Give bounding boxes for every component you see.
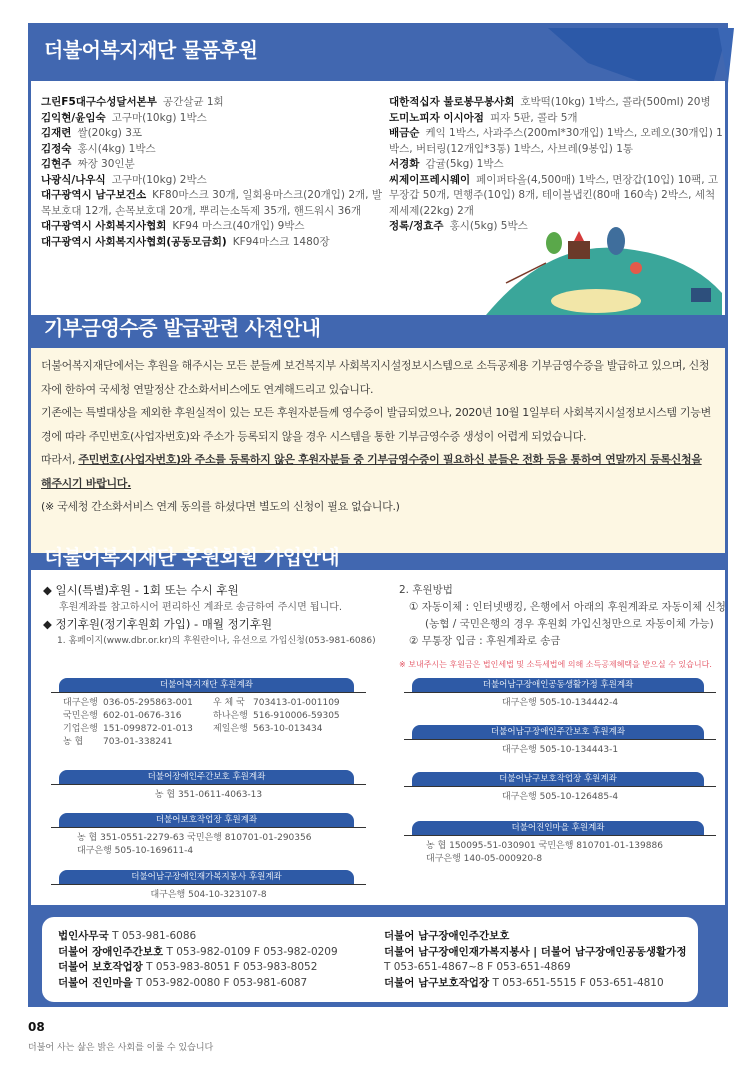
join-title: 더불어복지재단 후원회원 가입안내 bbox=[44, 545, 340, 569]
donor-item: 도미노피자 이시아점 피자 5판, 콜라 5개 bbox=[389, 111, 578, 124]
playground-illustration bbox=[486, 223, 722, 315]
page-frame bbox=[28, 23, 728, 1007]
donor-item: 씨제이프레시웨이 페이퍼타올(4,500매) 1박스, 면장갑(10입) 10팩, 고무장갑 50개, 면행주(10입) 8개, 테이블냅킨(80매 160속) 2박스, 세척제세제(22kg) 2개 bbox=[389, 173, 719, 217]
tax-note: ※ 보내주시는 후원금은 법인세법 및 소득세법에 의해 소득공제혜택을 받으실 수 있습니다. bbox=[399, 660, 712, 669]
account-box-daycare: 더불어장애인주간보호 후원계좌 농 협 351-0611-4063-13 bbox=[51, 770, 366, 802]
account-box-group-home: 더불어남구장애인공동생활가정 후원계좌 대구은행 505-10-134442-4 bbox=[404, 678, 716, 710]
join-panel bbox=[31, 570, 725, 905]
emphasis-text: 주민번호(사업자번호)와 주소를 등록하지 않은 후원자분들 중 기부금영수증이 필요하신 분들은 전화 등을 통하여 연말까지 등록신청을 해주시기 바랍니다. bbox=[41, 453, 702, 490]
account-box-namgu-daycare: 더불어남구장애인주간보호 후원계좌 대구은행 505-10-134443-1 bbox=[404, 725, 716, 757]
donor-list-left bbox=[41, 95, 391, 250]
account-box-jinin-village: 더불어진인마을 후원계좌 농 협 150095-51-030901 국민은행 810701-01-139886 대구은행 140-05-000920-8 bbox=[404, 821, 716, 866]
donor-item: 대구광역시 남구보건소 KF80마스크 30개, 일회용마스크(20개입) 2개, 발목보호대 12개, 손목보호대 20개, 뿌리는소독제 35개, 핸드워시 36개 bbox=[41, 189, 383, 217]
donor-item: 그린F5대구수성달서본부 공간살균 1회 bbox=[41, 96, 224, 108]
donor-item: 김익현/윤임숙 고구마(10kg) 1박스 bbox=[41, 111, 207, 124]
account-box-foundation: 더불어복지재단 후원계좌 대구은행 036-05-295863-001 우 체 국 703413-01-001109 국민은행 602-01-0676-316 하나은행 516-910006-59305 기업은행 151-099872-01-013 제일은행 563-10-013434 농 협 703-01-338241 bbox=[51, 678, 366, 749]
account-box-homecare: 더불어남구장애인재가복지봉사 후원계좌 대구은행 504-10-323107-8 bbox=[51, 870, 366, 902]
donor-item: 정록/정효주 홍시(5kg) 5박스 bbox=[389, 220, 528, 232]
join-methods: 2. 후원방법 ① 자동이체 : 인터넷뱅킹, 은행에서 아래의 후원계좌로 자동이체 신청 (농협 / 국민은행의 경우 후원회 가입신청만으로 자동이체 가능) ② 무통장 입금 : 후원계좌로 송금 ※ 보내주시는 후원금은 법인세법 및 소득세법에 의해 소득공제혜택을 받으실 수 있습니다. bbox=[399, 582, 729, 673]
donor-item: 김재련 쌀(20kg) 3포 bbox=[41, 127, 143, 139]
footer-slogan: 더불어 사는 삶은 밝은 사회를 이룰 수 있습니다 bbox=[28, 1043, 214, 1053]
donor-item: 대구광역시 사회복지사협회 KF94 마스크(40개입) 9박스 bbox=[41, 220, 305, 232]
donor-item: 서경화 감귤(5kg) 1박스 bbox=[389, 158, 504, 170]
receipt-notice-panel bbox=[31, 348, 725, 553]
donor-item: 배금순 케익 1박스, 사과주스(200ml*30개입) 1박스, 오레오(30개입) 1박스, 버터링(12개입*3통) 1박스, 사브레(9봉입) 1통 bbox=[389, 127, 723, 155]
donor-item: 대한적십자 불로봉무봉사회 호박떡(10kg) 1박스, 콜라(500ml) 20병 bbox=[389, 96, 711, 108]
donor-item: 나광식/나우식 고구마(10kg) 2박스 bbox=[41, 173, 207, 186]
account-box-namgu-workshop: 더불어남구보호작업장 후원계좌 대구은행 505-10-126485-4 bbox=[404, 772, 716, 804]
page-number: 08 bbox=[28, 1020, 45, 1034]
receipt-title: 기부금영수증 발급관련 사전안내 bbox=[44, 316, 321, 340]
receipt-notice-text: 더불어복지재단에서는 후원을 해주시는 모든 분들께 보건복지부 사회복지시설정보시스템으로 소득공제용 기부금영수증을 발급하고 있으며, 신청자에 한하여 국세청 연말정산 간소화서비스에도 연계해드리고 있습니다. 기존에는 특별대상을 제외한 후원실적이 있는 모든 후원자분들께 영수증이 발급되었으나, 2020년 10월 1일부터 사회복지시설정보시스템 기능변경에 따라 주민번호(사업자번호)와 주소가 등록되지 않을 경우 시스템을 통한 기부금영수증 생성이 어렵게 되었습니다. 따라서, 주민번호(사업자번호)와 주소를 등록하지 않은 후원자분들 중 기부금영수증이 필요하신 분들은 전화 등을 통하여 연말까지 등록신청을 해주시기 바랍니다. (※ 국세청 간소화서비스 연계 동의를 하셨다면 별도의 신청이 필요 없습니다.) bbox=[41, 359, 711, 513]
donations-title: 더불어복지재단 물품후원 bbox=[44, 38, 258, 62]
donor-list-right bbox=[389, 95, 724, 235]
contacts-right: 더불어 남구장애인주간보호 더불어 남구장애인재가복지봉사 | 더불어 남구장애인공동생활가정 T 053-651-4867~8 F 053-651-4869 더불어 남구보호작업장 T 053-651-5515 F 053-651-4810 bbox=[384, 930, 687, 989]
contacts-left: 법인사무국 T 053-981-6086 더불어 장애인주간보호 T 053-982-0109 F 053-982-0209 더불어 보호작업장 T 053-983-8051 F 053-983-8052 더불어 진인마을 T 053-982-0080 F 053-981-6087 bbox=[58, 930, 338, 989]
donations-panel bbox=[31, 81, 725, 315]
account-box-workshop: 더불어보호작업장 후원계좌 농 협 351-0551-2279-63 국민은행 810701-01-290356 대구은행 505-10-169611-4 bbox=[51, 813, 366, 858]
join-options: ◆ 일시(특별)후원 - 1회 또는 수시 후원 후원계좌를 참고하시어 편리하신 계좌로 송금하여 주시면 됩니다. ◆ 정기후원(정기후원회 가입) - 매월 정기후원 1. 홈페이지(www.dbr.or.kr)의 후원란이나, 유선으로 가입신청(053-981-6086) bbox=[43, 583, 376, 646]
donor-item: 대구광역시 사회복지사협회(공동모금회) KF94마스크 1480장 bbox=[41, 235, 330, 248]
donor-item: 김정숙 홍시(4kg) 1박스 bbox=[41, 142, 156, 155]
contacts-panel bbox=[42, 917, 698, 1002]
donor-item: 김현주 짜장 30인분 bbox=[41, 158, 135, 170]
